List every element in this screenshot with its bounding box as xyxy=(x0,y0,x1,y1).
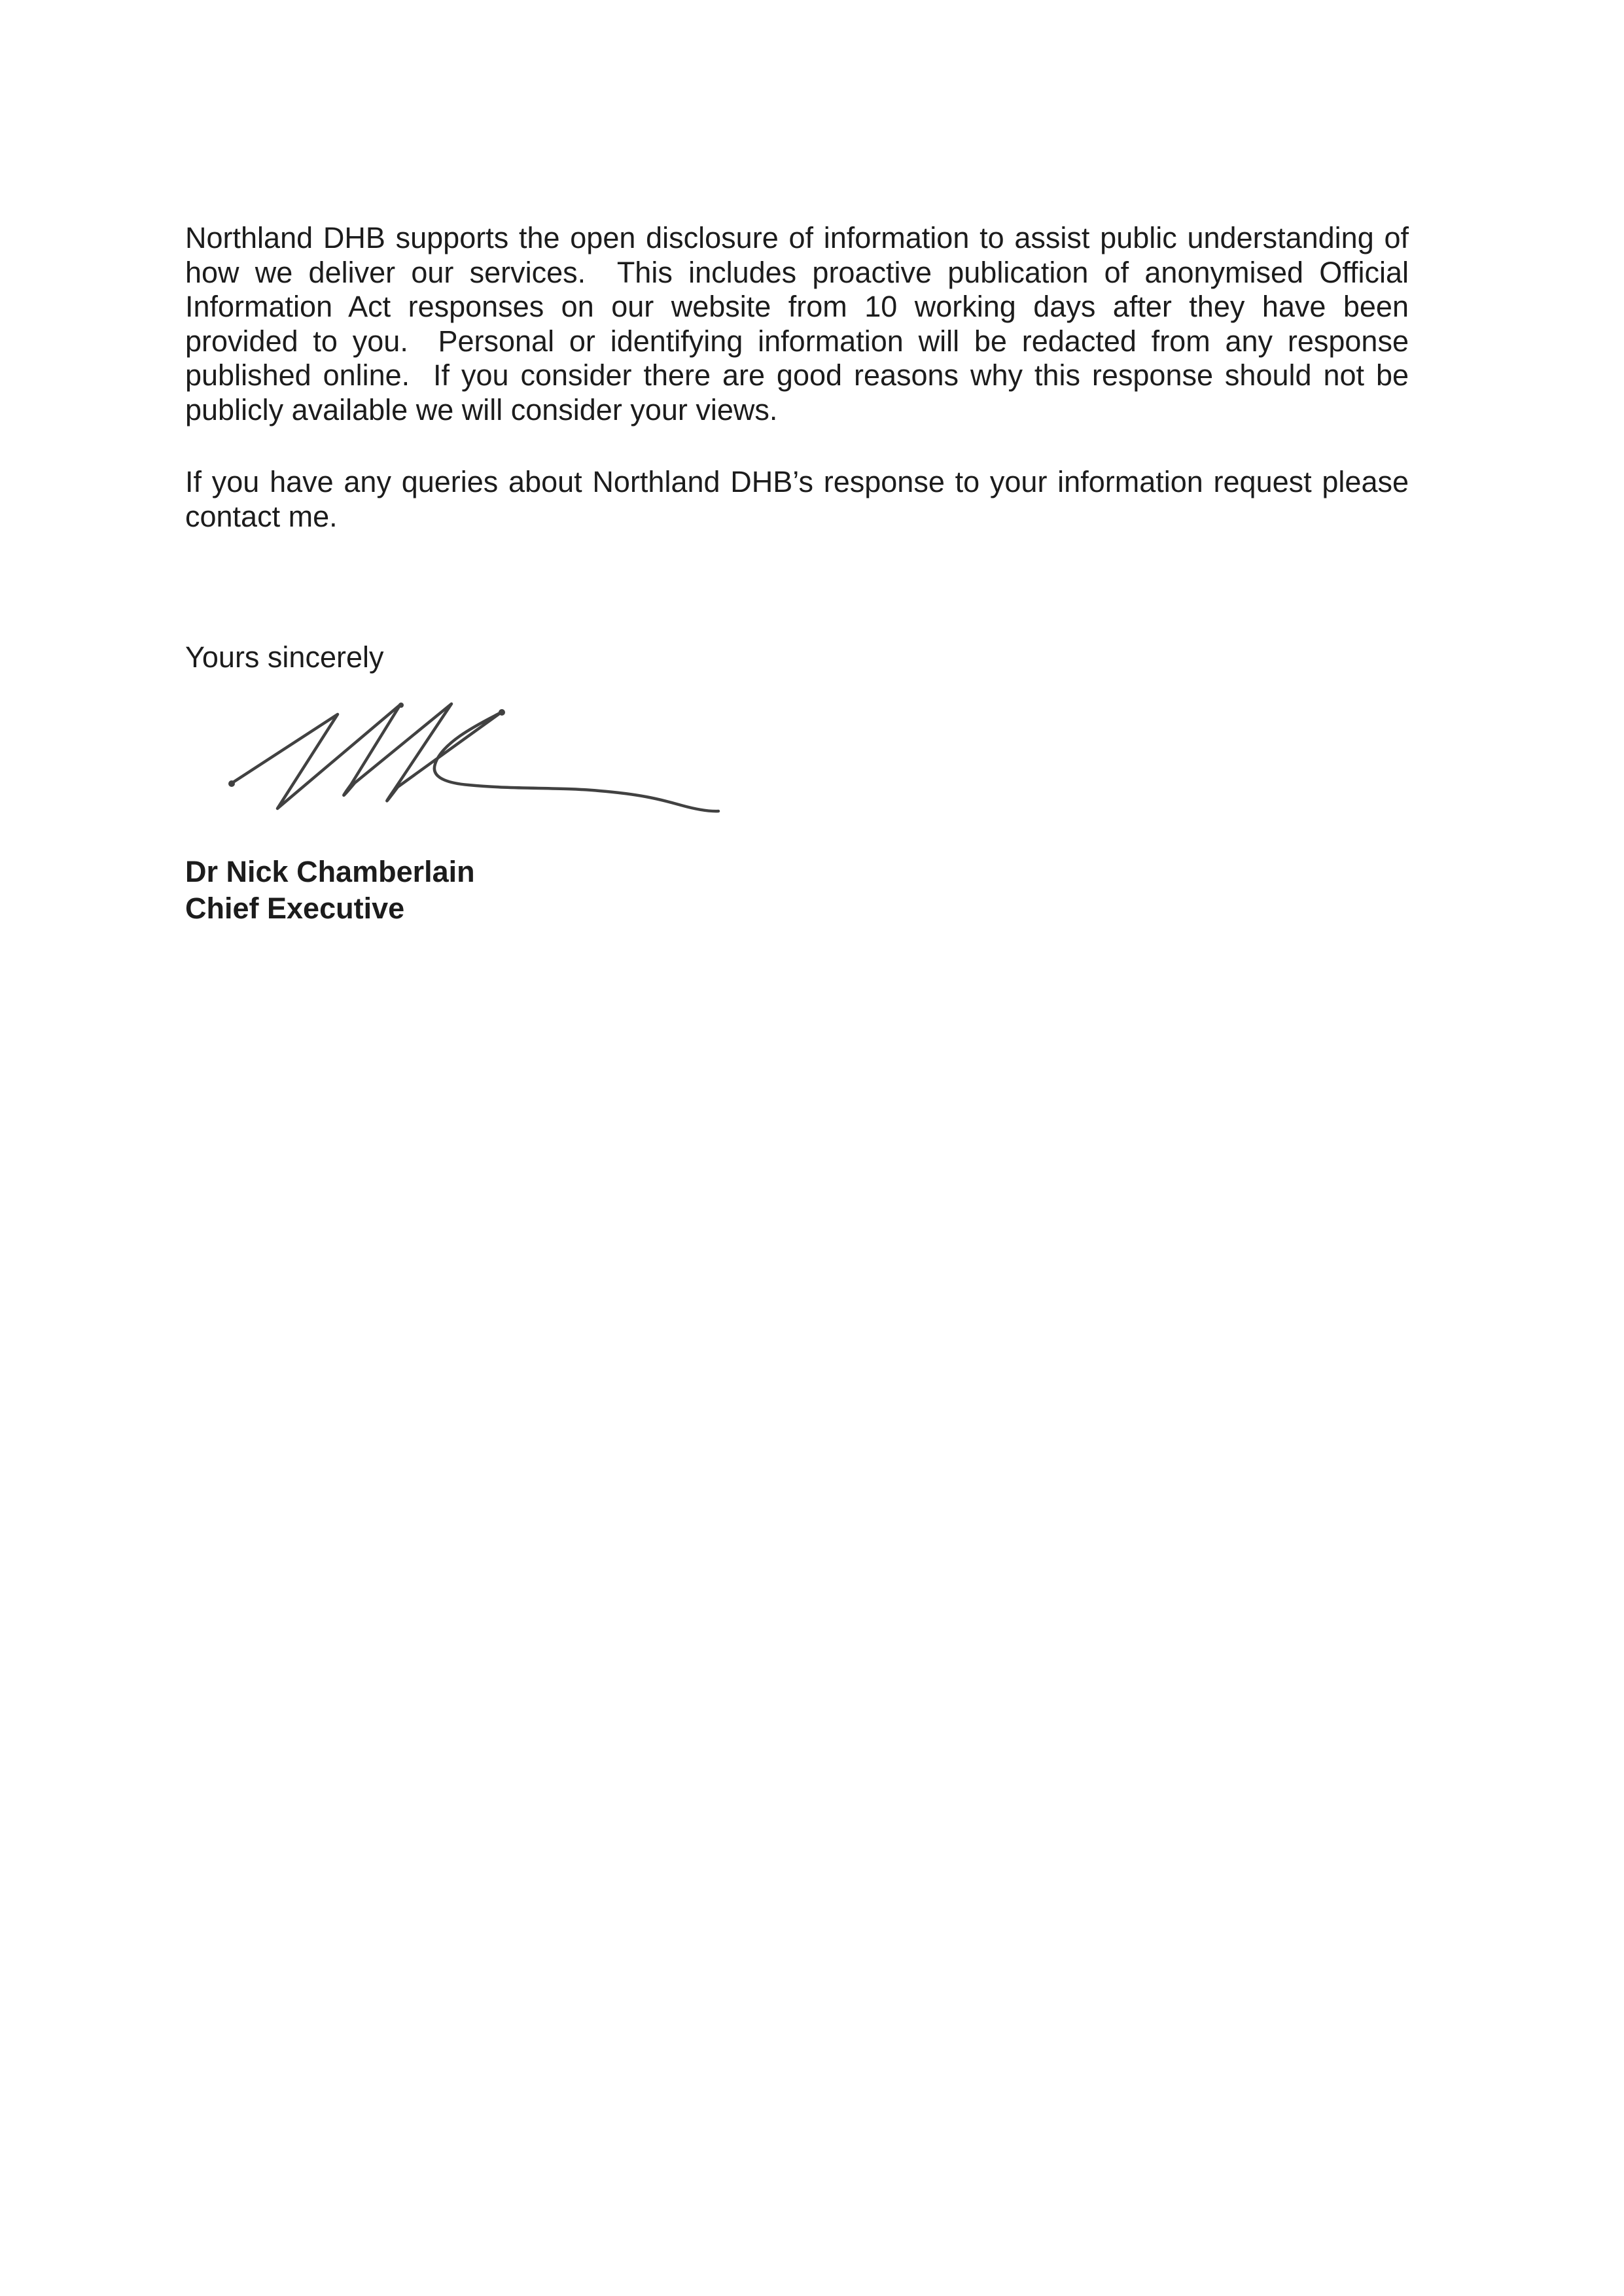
signature-ink-dot-peak4 xyxy=(499,709,505,716)
paragraph-queries-contact xyxy=(185,465,1409,534)
signature-scrawl xyxy=(216,687,739,831)
text-line: provided to you. Personal or identifying information will be redacted from any response xyxy=(185,324,1409,358)
text-line: contact me. xyxy=(185,499,338,533)
paragraph-open-disclosure xyxy=(185,221,1409,427)
signature-ink-dot-peak2 xyxy=(398,703,404,708)
signature-block xyxy=(185,854,1409,927)
text-line: publicly available we will consider your views. xyxy=(185,392,778,426)
text-line: If you have any queries about Northland DHB’s response to your information request please xyxy=(185,465,1409,498)
text-line: Information Act responses on our website from 10 working days after they have been xyxy=(185,290,1409,323)
closing-salutation: Yours sincerely xyxy=(185,640,384,674)
signature-ink-dot-start xyxy=(228,780,235,787)
signatory-title: Chief Executive xyxy=(185,892,405,925)
signature-stroke xyxy=(231,704,718,811)
text-line: how we deliver our services. This includes proactive publication of anonymised Official xyxy=(185,255,1409,289)
text-line: Northland DHB supports the open disclosure of information to assist public understanding of xyxy=(185,221,1409,254)
signatory-name: Dr Nick Chamberlain xyxy=(185,855,475,888)
text-line: published online. If you consider there are good reasons why this response should not be xyxy=(185,358,1409,392)
